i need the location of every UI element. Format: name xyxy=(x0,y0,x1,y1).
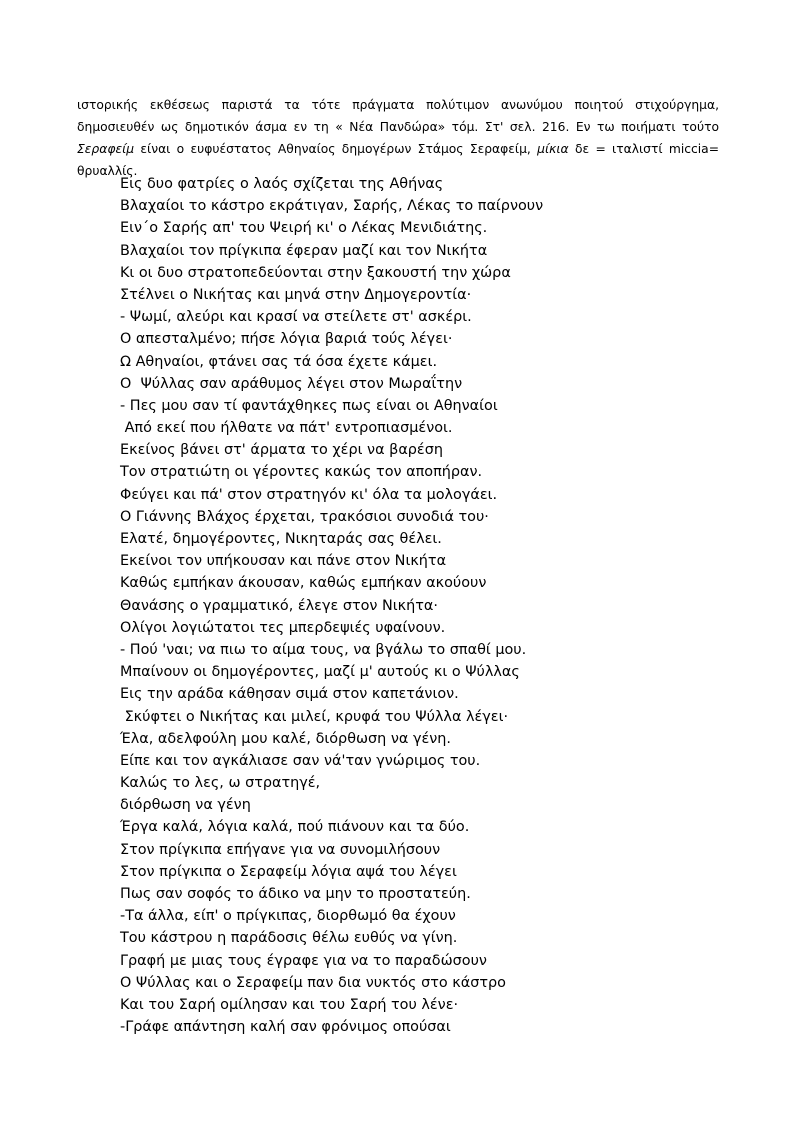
poem-line: Ο απεσταλμένο; πήσε λόγια βαριά τούς λέγει· xyxy=(120,331,453,348)
poem-line: Καθώς εμπήκαν άκουσαν, καθώς εμπήκαν ακούουν xyxy=(120,575,487,592)
poem-line: - Πού 'ναι; να πιω το αίμα τους, να βγάλω το σπαθί μου. xyxy=(120,641,527,658)
poem-line: Ολίγοι λογιώτατοι τες μπερδεψιές υφαίνουν. xyxy=(120,619,446,636)
intro-text-2: είναι ο ευφυέστατος Αθηναίος δημογέρων Στάμος Σεραφείμ, xyxy=(134,142,538,156)
poem-line: Ο Γιάννης Βλάχος έρχεται, τρακόσιοι συνοδιά του· xyxy=(120,508,489,525)
poem-line: Είπε και τον αγκάλιασε σαν νά'ταν γνώριμος του. xyxy=(120,752,481,769)
poem-line: Ο Ψύλλας σαν αράθυμος λέγει στον Μωραΐτην xyxy=(120,375,463,392)
poem-line: Πως σαν σοφός το άδικο να μην το προστατεύη. xyxy=(120,886,471,902)
intro-text-3: δε = ιταλιστί miccia= θρυαλλίς. xyxy=(77,142,720,178)
poem-line: Βλαχαίοι τον πρίγκιπα έφεραν μαζί και τον Νικήτα xyxy=(120,242,488,259)
poem-line: Εις δυο φατρίες ο λαός σχίζεται της Αθήνας xyxy=(120,176,444,192)
poem-line: Στον πρίγκιπα ο Σεραφείμ λόγια αψά του λέγει xyxy=(120,863,457,880)
poem-line: Γραφή με μιας τους έγραφε για να το παραδώσουν xyxy=(120,952,487,969)
poem-line: Εκείνοι τον υπήκουσαν και πάνε στον Νικήτα xyxy=(120,553,447,570)
intro-paragraph xyxy=(77,94,719,182)
poem-line: - Πες μου σαν τί φαντάχθηκες πως είναι οι Αθηναίοι xyxy=(120,397,498,414)
poem-line: Από εκεί που ήλθατε να πάτ' εντροπιασμένοι. xyxy=(120,420,453,437)
poem-line: Βλαχαίοι το κάστρο εκράτιγαν, Σαρής, Λέκας το παίρνουν xyxy=(120,198,544,215)
poem-line: Ω Αθηναίοι, φτάνει σας τά όσα έχετε κάμει. xyxy=(120,353,438,370)
poem-line: Τον στρατιώτη οι γέροντες κακώς τον αποπήραν. xyxy=(120,464,483,481)
poem-line: Και του Σαρή ομίλησαν και του Σαρή του λένε· xyxy=(120,996,459,1013)
poem-line: Μπαίνουν οι δημογέροντες, μαζί μ' αυτούς κι ο Ψύλλας xyxy=(120,664,520,681)
poem-line: Στον πρίγκιπα επήγανε για να συνομιλήσουν xyxy=(120,841,441,858)
poem-line: Εκείνος βάνει στ' άρματα το χέρι να βαρέση xyxy=(120,442,443,459)
intro-text-1: ιστορικής εκθέσεως παριστά τα τότε πράγματα πολύτιμον ανωνύμου ποιητού στιχούργημα, δημοσιευθέν ως δημοτικόν άσμα εν τη « Νέα Πανδώρα» τόμ. Στ' σελ. 216. Εν τω ποιήματι τούτο xyxy=(77,98,719,134)
intro-italic-serafeim: Σεραφείμ xyxy=(77,142,135,156)
poem-verses xyxy=(120,173,680,1038)
poem-line: Φεύγει και πά' στον στρατηγόν κι' όλα τα μολογάει. xyxy=(120,486,498,503)
poem-line: Καλώς το λες, ω στρατηγέ, xyxy=(120,775,321,792)
poem-line: - Ψωμί, αλεύρι και κρασί να στείλετε στ' ασκέρι. xyxy=(120,309,472,326)
poem-line: Εις την αράδα κάθησαν σιμά στον καπετάνιον. xyxy=(120,686,459,703)
poem-line: Ο Ψύλλας και ο Σεραφείμ παν δια νυκτός στο κάστρο xyxy=(120,974,506,991)
poem-line: Ελατέ, δημογέροντες, Νικηταράς σας θέλει. xyxy=(120,531,442,547)
poem-line: Θανάσης ο γραμματικό, έλεγε στον Νικήτα· xyxy=(120,597,438,614)
poem-line: Ειν΄ο Σαρής απ' του Ψειρή κι' ο Λέκας Μενιδιάτης. xyxy=(120,220,488,237)
poem-line: Σκύφτει ο Νικήτας και μιλεί, κρυφά του Ψύλλα λέγει· xyxy=(120,708,509,725)
poem-line: -Τα άλλα, είπ' ο πρίγκιπας, διορθωμό θα έχουν xyxy=(120,908,456,925)
poem-line: Στέλνει ο Νικήτας και μηνά στην Δημογεροντία· xyxy=(120,286,472,303)
poem-line: Έλα, αδελφούλη μου καλέ, διόρθωση να γένη. xyxy=(120,730,451,747)
poem-line: -Γράφε απάντηση καλή σαν φρόνιμος οπούσαι xyxy=(120,1019,451,1036)
intro-italic-mikia: μίκια xyxy=(537,142,569,156)
poem-line: Του κάστρου η παράδοσις θέλω ευθύς να γίνη. xyxy=(120,930,458,947)
poem-line: Κι οι δυο στρατοπεδεύονται στην ξακουστή την χώρα xyxy=(120,264,511,281)
poem-line: διόρθωση να γένη xyxy=(120,797,251,814)
poem-line: Έργα καλά, λόγια καλά, πού πιάνουν και τα δύο. xyxy=(120,819,470,836)
